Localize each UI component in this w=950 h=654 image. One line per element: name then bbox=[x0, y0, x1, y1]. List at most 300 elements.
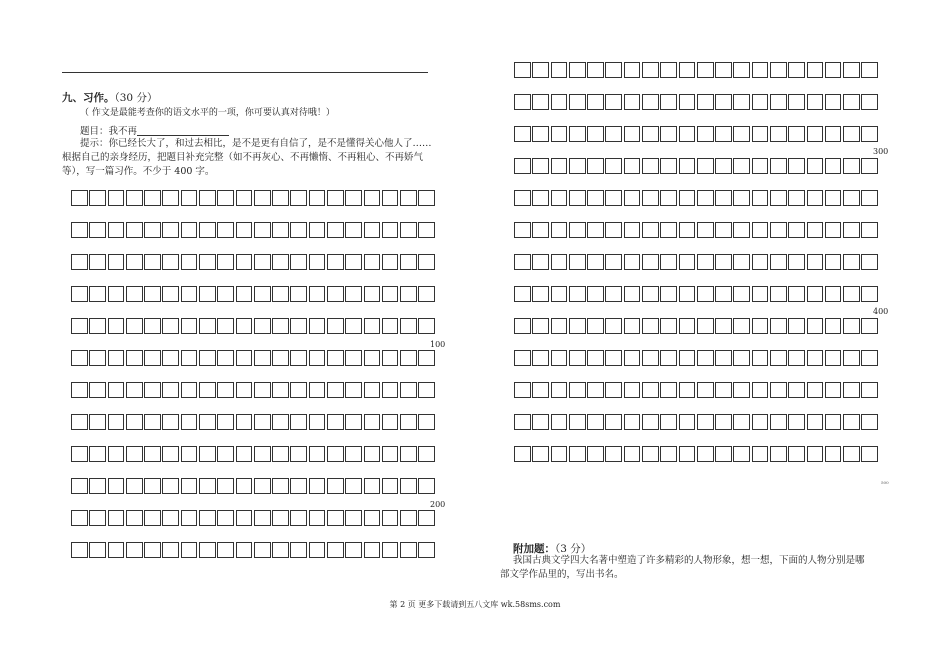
grid-cell[interactable] bbox=[309, 222, 326, 238]
grid-cell[interactable] bbox=[309, 446, 326, 462]
grid-cell[interactable] bbox=[679, 414, 696, 430]
grid-cell[interactable] bbox=[624, 222, 641, 238]
grid-cell[interactable] bbox=[272, 254, 289, 270]
grid-cell[interactable] bbox=[569, 414, 586, 430]
grid-cell[interactable] bbox=[807, 94, 824, 110]
grid-cell[interactable] bbox=[254, 446, 271, 462]
grid-cell[interactable] bbox=[254, 190, 271, 206]
grid-cell[interactable] bbox=[843, 446, 860, 462]
grid-cell[interactable] bbox=[382, 478, 399, 494]
grid-cell[interactable] bbox=[382, 446, 399, 462]
grid-cell[interactable] bbox=[71, 190, 88, 206]
grid-cell[interactable] bbox=[715, 414, 732, 430]
grid-cell[interactable] bbox=[345, 318, 362, 334]
grid-cell[interactable] bbox=[605, 62, 622, 78]
grid-cell[interactable] bbox=[162, 222, 179, 238]
grid-cell[interactable] bbox=[254, 286, 271, 302]
grid-cell[interactable] bbox=[290, 190, 307, 206]
grid-cell[interactable] bbox=[236, 382, 253, 398]
grid-cell[interactable] bbox=[660, 446, 677, 462]
grid-cell[interactable] bbox=[843, 350, 860, 366]
grid-cell[interactable] bbox=[418, 190, 435, 206]
grid-cell[interactable] bbox=[345, 478, 362, 494]
grid-cell[interactable] bbox=[679, 94, 696, 110]
grid-cell[interactable] bbox=[715, 254, 732, 270]
grid-cell[interactable] bbox=[71, 510, 88, 526]
grid-cell[interactable] bbox=[364, 478, 381, 494]
grid-cell[interactable] bbox=[770, 286, 787, 302]
grid-cell[interactable] bbox=[181, 510, 198, 526]
grid-cell[interactable] bbox=[418, 286, 435, 302]
grid-cell[interactable] bbox=[569, 222, 586, 238]
grid-cell[interactable] bbox=[327, 510, 344, 526]
grid-cell[interactable] bbox=[605, 350, 622, 366]
grid-cell[interactable] bbox=[825, 446, 842, 462]
grid-cell[interactable] bbox=[290, 478, 307, 494]
grid-cell[interactable] bbox=[624, 382, 641, 398]
grid-cell[interactable] bbox=[236, 478, 253, 494]
grid-cell[interactable] bbox=[624, 94, 641, 110]
grid-cell[interactable] bbox=[514, 350, 531, 366]
grid-cell[interactable] bbox=[181, 414, 198, 430]
grid-cell[interactable] bbox=[679, 158, 696, 174]
grid-cell[interactable] bbox=[807, 222, 824, 238]
grid-cell[interactable] bbox=[679, 318, 696, 334]
grid-cell[interactable] bbox=[532, 126, 549, 142]
grid-cell[interactable] bbox=[551, 158, 568, 174]
grid-cell[interactable] bbox=[825, 414, 842, 430]
grid-cell[interactable] bbox=[642, 318, 659, 334]
grid-cell[interactable] bbox=[825, 382, 842, 398]
grid-cell[interactable] bbox=[861, 158, 878, 174]
grid-cell[interactable] bbox=[199, 222, 216, 238]
grid-cell[interactable] bbox=[162, 542, 179, 558]
grid-cell[interactable] bbox=[770, 94, 787, 110]
grid-cell[interactable] bbox=[660, 318, 677, 334]
grid-cell[interactable] bbox=[162, 318, 179, 334]
grid-cell[interactable] bbox=[569, 126, 586, 142]
grid-cell[interactable] bbox=[624, 286, 641, 302]
grid-cell[interactable] bbox=[144, 414, 161, 430]
grid-cell[interactable] bbox=[272, 318, 289, 334]
grid-cell[interactable] bbox=[551, 222, 568, 238]
grid-cell[interactable] bbox=[345, 350, 362, 366]
grid-cell[interactable] bbox=[217, 542, 234, 558]
grid-cell[interactable] bbox=[418, 222, 435, 238]
grid-cell[interactable] bbox=[144, 286, 161, 302]
grid-cell[interactable] bbox=[126, 318, 143, 334]
grid-cell[interactable] bbox=[199, 286, 216, 302]
grid-cell[interactable] bbox=[89, 510, 106, 526]
grid-cell[interactable] bbox=[624, 446, 641, 462]
grid-cell[interactable] bbox=[624, 126, 641, 142]
grid-cell[interactable] bbox=[642, 222, 659, 238]
grid-cell[interactable] bbox=[89, 254, 106, 270]
grid-cell[interactable] bbox=[861, 414, 878, 430]
grid-cell[interactable] bbox=[126, 382, 143, 398]
grid-cell[interactable] bbox=[327, 190, 344, 206]
grid-cell[interactable] bbox=[660, 350, 677, 366]
grid-cell[interactable] bbox=[144, 318, 161, 334]
grid-cell[interactable] bbox=[752, 222, 769, 238]
grid-cell[interactable] bbox=[569, 254, 586, 270]
grid-cell[interactable] bbox=[642, 286, 659, 302]
grid-cell[interactable] bbox=[660, 126, 677, 142]
grid-cell[interactable] bbox=[290, 222, 307, 238]
grid-cell[interactable] bbox=[861, 382, 878, 398]
grid-cell[interactable] bbox=[382, 190, 399, 206]
grid-cell[interactable] bbox=[770, 414, 787, 430]
grid-cell[interactable] bbox=[788, 286, 805, 302]
grid-cell[interactable] bbox=[569, 190, 586, 206]
grid-cell[interactable] bbox=[89, 286, 106, 302]
grid-cell[interactable] bbox=[514, 126, 531, 142]
grid-cell[interactable] bbox=[108, 446, 125, 462]
grid-cell[interactable] bbox=[843, 62, 860, 78]
grid-cell[interactable] bbox=[254, 542, 271, 558]
grid-cell[interactable] bbox=[236, 286, 253, 302]
grid-cell[interactable] bbox=[788, 190, 805, 206]
grid-cell[interactable] bbox=[272, 190, 289, 206]
grid-cell[interactable] bbox=[770, 446, 787, 462]
grid-cell[interactable] bbox=[697, 190, 714, 206]
grid-cell[interactable] bbox=[587, 222, 604, 238]
grid-cell[interactable] bbox=[162, 382, 179, 398]
grid-cell[interactable] bbox=[309, 542, 326, 558]
grid-cell[interactable] bbox=[382, 254, 399, 270]
grid-cell[interactable] bbox=[126, 446, 143, 462]
grid-cell[interactable] bbox=[199, 190, 216, 206]
grid-cell[interactable] bbox=[715, 126, 732, 142]
grid-cell[interactable] bbox=[752, 94, 769, 110]
grid-cell[interactable] bbox=[807, 446, 824, 462]
grid-cell[interactable] bbox=[345, 382, 362, 398]
grid-cell[interactable] bbox=[162, 350, 179, 366]
grid-cell[interactable] bbox=[382, 318, 399, 334]
grid-cell[interactable] bbox=[825, 126, 842, 142]
grid-cell[interactable] bbox=[254, 478, 271, 494]
grid-cell[interactable] bbox=[551, 446, 568, 462]
grid-cell[interactable] bbox=[697, 126, 714, 142]
grid-cell[interactable] bbox=[532, 446, 549, 462]
grid-cell[interactable] bbox=[400, 222, 417, 238]
grid-cell[interactable] bbox=[400, 542, 417, 558]
grid-cell[interactable] bbox=[514, 254, 531, 270]
grid-cell[interactable] bbox=[770, 62, 787, 78]
grid-cell[interactable] bbox=[569, 382, 586, 398]
grid-cell[interactable] bbox=[236, 510, 253, 526]
grid-cell[interactable] bbox=[514, 382, 531, 398]
grid-cell[interactable] bbox=[400, 286, 417, 302]
grid-cell[interactable] bbox=[382, 414, 399, 430]
grid-cell[interactable] bbox=[605, 446, 622, 462]
grid-cell[interactable] bbox=[199, 542, 216, 558]
grid-cell[interactable] bbox=[551, 94, 568, 110]
grid-cell[interactable] bbox=[108, 350, 125, 366]
grid-cell[interactable] bbox=[843, 382, 860, 398]
grid-cell[interactable] bbox=[697, 318, 714, 334]
grid-cell[interactable] bbox=[861, 94, 878, 110]
grid-cell[interactable] bbox=[788, 222, 805, 238]
grid-cell[interactable] bbox=[345, 542, 362, 558]
grid-cell[interactable] bbox=[309, 254, 326, 270]
grid-cell[interactable] bbox=[382, 510, 399, 526]
grid-cell[interactable] bbox=[71, 254, 88, 270]
grid-cell[interactable] bbox=[605, 414, 622, 430]
grid-cell[interactable] bbox=[126, 190, 143, 206]
grid-cell[interactable] bbox=[679, 446, 696, 462]
grid-cell[interactable] bbox=[236, 318, 253, 334]
grid-cell[interactable] bbox=[825, 94, 842, 110]
grid-cell[interactable] bbox=[697, 350, 714, 366]
grid-cell[interactable] bbox=[514, 446, 531, 462]
grid-cell[interactable] bbox=[715, 318, 732, 334]
grid-cell[interactable] bbox=[364, 350, 381, 366]
grid-cell[interactable] bbox=[532, 158, 549, 174]
grid-cell[interactable] bbox=[587, 158, 604, 174]
grid-cell[interactable] bbox=[715, 446, 732, 462]
grid-cell[interactable] bbox=[715, 94, 732, 110]
grid-cell[interactable] bbox=[126, 286, 143, 302]
grid-cell[interactable] bbox=[715, 222, 732, 238]
grid-cell[interactable] bbox=[733, 254, 750, 270]
grid-cell[interactable] bbox=[89, 318, 106, 334]
grid-cell[interactable] bbox=[71, 478, 88, 494]
grid-cell[interactable] bbox=[587, 382, 604, 398]
grid-cell[interactable] bbox=[843, 286, 860, 302]
grid-cell[interactable] bbox=[825, 318, 842, 334]
grid-cell[interactable] bbox=[327, 414, 344, 430]
grid-cell[interactable] bbox=[327, 446, 344, 462]
grid-cell[interactable] bbox=[551, 286, 568, 302]
grid-cell[interactable] bbox=[825, 350, 842, 366]
grid-cell[interactable] bbox=[144, 478, 161, 494]
grid-cell[interactable] bbox=[569, 94, 586, 110]
grid-cell[interactable] bbox=[679, 222, 696, 238]
grid-cell[interactable] bbox=[660, 158, 677, 174]
grid-cell[interactable] bbox=[364, 382, 381, 398]
grid-cell[interactable] bbox=[770, 350, 787, 366]
grid-cell[interactable] bbox=[254, 318, 271, 334]
grid-cell[interactable] bbox=[345, 222, 362, 238]
grid-cell[interactable] bbox=[569, 318, 586, 334]
grid-cell[interactable] bbox=[418, 446, 435, 462]
grid-cell[interactable] bbox=[162, 286, 179, 302]
grid-cell[interactable] bbox=[108, 414, 125, 430]
grid-cell[interactable] bbox=[770, 382, 787, 398]
grid-cell[interactable] bbox=[715, 286, 732, 302]
grid-cell[interactable] bbox=[108, 286, 125, 302]
grid-cell[interactable] bbox=[418, 382, 435, 398]
grid-cell[interactable] bbox=[697, 382, 714, 398]
grid-cell[interactable] bbox=[89, 222, 106, 238]
grid-cell[interactable] bbox=[715, 382, 732, 398]
grid-cell[interactable] bbox=[108, 478, 125, 494]
grid-cell[interactable] bbox=[89, 446, 106, 462]
grid-cell[interactable] bbox=[181, 318, 198, 334]
grid-cell[interactable] bbox=[770, 190, 787, 206]
grid-cell[interactable] bbox=[400, 414, 417, 430]
grid-cell[interactable] bbox=[861, 286, 878, 302]
grid-cell[interactable] bbox=[217, 382, 234, 398]
grid-cell[interactable] bbox=[309, 478, 326, 494]
grid-cell[interactable] bbox=[71, 222, 88, 238]
grid-cell[interactable] bbox=[199, 478, 216, 494]
grid-cell[interactable] bbox=[382, 286, 399, 302]
grid-cell[interactable] bbox=[660, 190, 677, 206]
grid-cell[interactable] bbox=[400, 446, 417, 462]
grid-cell[interactable] bbox=[272, 414, 289, 430]
grid-cell[interactable] bbox=[236, 542, 253, 558]
grid-cell[interactable] bbox=[272, 542, 289, 558]
grid-cell[interactable] bbox=[364, 542, 381, 558]
grid-cell[interactable] bbox=[770, 158, 787, 174]
grid-cell[interactable] bbox=[272, 478, 289, 494]
grid-cell[interactable] bbox=[199, 382, 216, 398]
grid-cell[interactable] bbox=[642, 414, 659, 430]
grid-cell[interactable] bbox=[551, 382, 568, 398]
grid-cell[interactable] bbox=[199, 318, 216, 334]
grid-cell[interactable] bbox=[199, 254, 216, 270]
grid-cell[interactable] bbox=[236, 222, 253, 238]
grid-cell[interactable] bbox=[788, 158, 805, 174]
grid-cell[interactable] bbox=[697, 286, 714, 302]
grid-cell[interactable] bbox=[807, 254, 824, 270]
grid-cell[interactable] bbox=[752, 158, 769, 174]
grid-cell[interactable] bbox=[679, 126, 696, 142]
grid-cell[interactable] bbox=[551, 350, 568, 366]
grid-cell[interactable] bbox=[861, 350, 878, 366]
grid-cell[interactable] bbox=[733, 222, 750, 238]
grid-cell[interactable] bbox=[162, 414, 179, 430]
grid-cell[interactable] bbox=[89, 350, 106, 366]
grid-cell[interactable] bbox=[770, 318, 787, 334]
grid-cell[interactable] bbox=[624, 350, 641, 366]
grid-cell[interactable] bbox=[382, 350, 399, 366]
grid-cell[interactable] bbox=[569, 158, 586, 174]
grid-cell[interactable] bbox=[309, 382, 326, 398]
grid-cell[interactable] bbox=[642, 350, 659, 366]
grid-cell[interactable] bbox=[605, 190, 622, 206]
grid-cell[interactable] bbox=[364, 318, 381, 334]
grid-cell[interactable] bbox=[807, 382, 824, 398]
grid-cell[interactable] bbox=[697, 158, 714, 174]
grid-cell[interactable] bbox=[587, 126, 604, 142]
grid-cell[interactable] bbox=[199, 414, 216, 430]
grid-cell[interactable] bbox=[400, 510, 417, 526]
grid-cell[interactable] bbox=[89, 478, 106, 494]
grid-cell[interactable] bbox=[715, 190, 732, 206]
grid-cell[interactable] bbox=[418, 254, 435, 270]
grid-cell[interactable] bbox=[108, 318, 125, 334]
grid-cell[interactable] bbox=[733, 286, 750, 302]
grid-cell[interactable] bbox=[514, 414, 531, 430]
grid-cell[interactable] bbox=[624, 190, 641, 206]
grid-cell[interactable] bbox=[624, 318, 641, 334]
grid-cell[interactable] bbox=[551, 254, 568, 270]
grid-cell[interactable] bbox=[587, 254, 604, 270]
grid-cell[interactable] bbox=[770, 126, 787, 142]
grid-cell[interactable] bbox=[327, 254, 344, 270]
grid-cell[interactable] bbox=[715, 350, 732, 366]
grid-cell[interactable] bbox=[605, 158, 622, 174]
grid-cell[interactable] bbox=[807, 158, 824, 174]
grid-cell[interactable] bbox=[624, 62, 641, 78]
grid-cell[interactable] bbox=[309, 286, 326, 302]
grid-cell[interactable] bbox=[788, 318, 805, 334]
grid-cell[interactable] bbox=[660, 382, 677, 398]
grid-cell[interactable] bbox=[642, 94, 659, 110]
grid-cell[interactable] bbox=[733, 62, 750, 78]
grid-cell[interactable] bbox=[108, 382, 125, 398]
grid-cell[interactable] bbox=[418, 478, 435, 494]
grid-cell[interactable] bbox=[345, 510, 362, 526]
grid-cell[interactable] bbox=[144, 350, 161, 366]
grid-cell[interactable] bbox=[418, 414, 435, 430]
grid-cell[interactable] bbox=[679, 254, 696, 270]
grid-cell[interactable] bbox=[843, 222, 860, 238]
grid-cell[interactable] bbox=[364, 446, 381, 462]
grid-cell[interactable] bbox=[697, 62, 714, 78]
grid-cell[interactable] bbox=[272, 446, 289, 462]
grid-cell[interactable] bbox=[309, 350, 326, 366]
grid-cell[interactable] bbox=[418, 542, 435, 558]
grid-cell[interactable] bbox=[679, 286, 696, 302]
grid-cell[interactable] bbox=[752, 414, 769, 430]
grid-cell[interactable] bbox=[532, 414, 549, 430]
grid-cell[interactable] bbox=[217, 318, 234, 334]
grid-cell[interactable] bbox=[181, 478, 198, 494]
grid-cell[interactable] bbox=[144, 222, 161, 238]
grid-cell[interactable] bbox=[825, 62, 842, 78]
grid-cell[interactable] bbox=[587, 62, 604, 78]
grid-cell[interactable] bbox=[217, 286, 234, 302]
grid-cell[interactable] bbox=[108, 542, 125, 558]
grid-cell[interactable] bbox=[272, 350, 289, 366]
grid-cell[interactable] bbox=[217, 446, 234, 462]
grid-cell[interactable] bbox=[660, 62, 677, 78]
grid-cell[interactable] bbox=[605, 254, 622, 270]
grid-cell[interactable] bbox=[217, 414, 234, 430]
grid-cell[interactable] bbox=[551, 414, 568, 430]
grid-cell[interactable] bbox=[825, 286, 842, 302]
grid-cell[interactable] bbox=[861, 318, 878, 334]
grid-cell[interactable] bbox=[290, 254, 307, 270]
grid-cell[interactable] bbox=[126, 350, 143, 366]
grid-cell[interactable] bbox=[843, 414, 860, 430]
grid-cell[interactable] bbox=[71, 414, 88, 430]
grid-cell[interactable] bbox=[569, 286, 586, 302]
grid-cell[interactable] bbox=[89, 414, 106, 430]
grid-cell[interactable] bbox=[861, 254, 878, 270]
grid-cell[interactable] bbox=[807, 126, 824, 142]
grid-cell[interactable] bbox=[71, 446, 88, 462]
grid-cell[interactable] bbox=[290, 286, 307, 302]
grid-cell[interactable] bbox=[400, 318, 417, 334]
grid-cell[interactable] bbox=[364, 190, 381, 206]
grid-cell[interactable] bbox=[400, 350, 417, 366]
grid-cell[interactable] bbox=[327, 542, 344, 558]
grid-cell[interactable] bbox=[162, 446, 179, 462]
grid-cell[interactable] bbox=[71, 542, 88, 558]
grid-cell[interactable] bbox=[290, 446, 307, 462]
grid-cell[interactable] bbox=[752, 446, 769, 462]
grid-cell[interactable] bbox=[199, 446, 216, 462]
grid-cell[interactable] bbox=[825, 222, 842, 238]
grid-cell[interactable] bbox=[642, 158, 659, 174]
grid-cell[interactable] bbox=[71, 286, 88, 302]
grid-cell[interactable] bbox=[345, 446, 362, 462]
